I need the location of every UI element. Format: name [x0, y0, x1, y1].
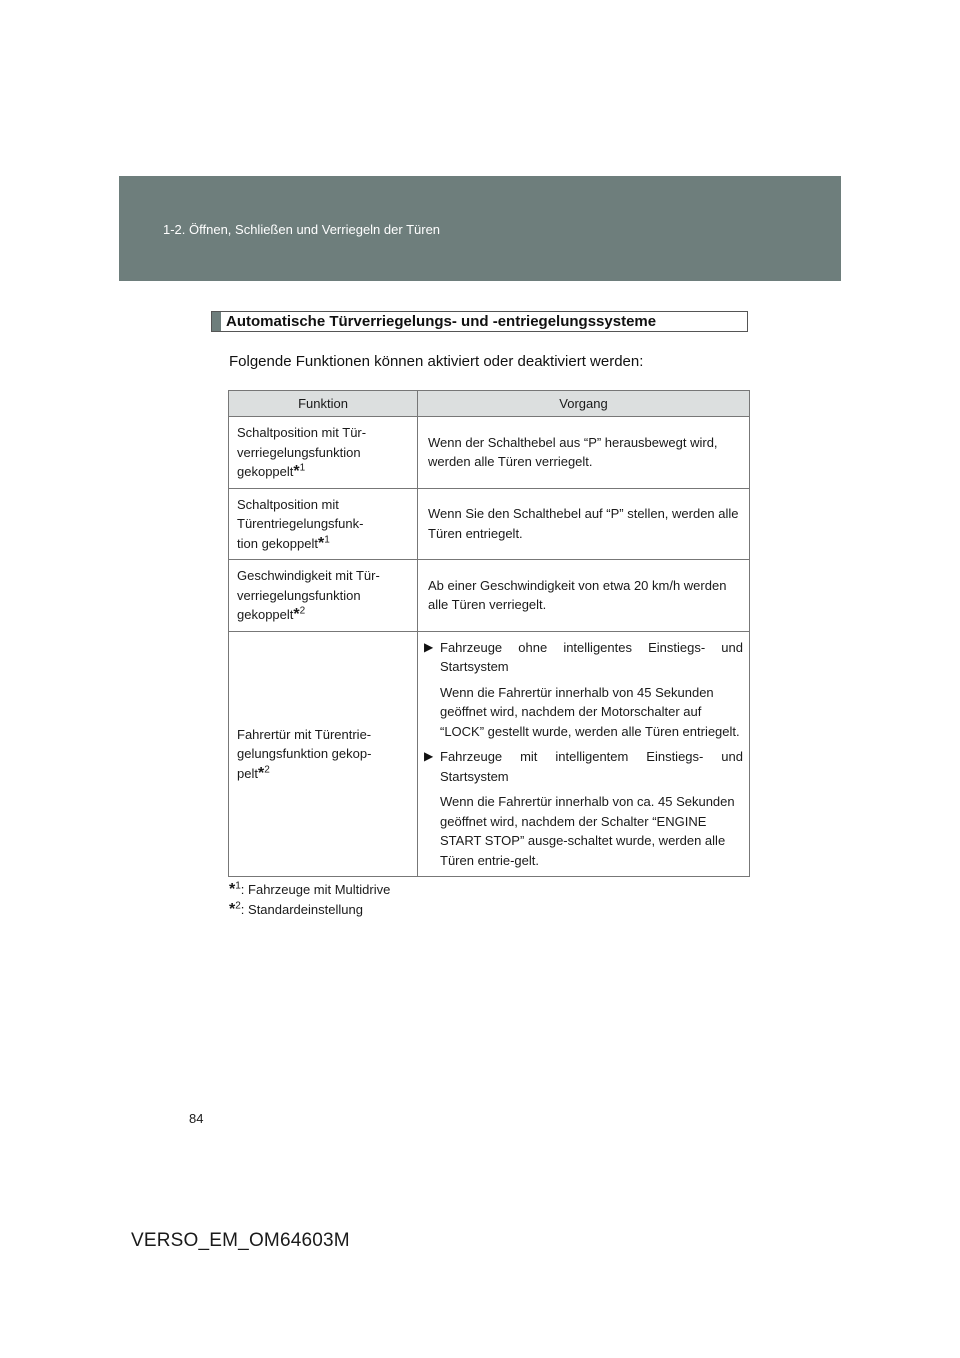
function-cell: Schaltposition mit Tür- verriegelungsfunktion gekoppelt*$^1$	[229, 417, 418, 489]
footnotes	[229, 880, 390, 920]
footnote-star: *	[229, 901, 236, 918]
variant-text: Wenn die Fahrertür innerhalb von 45 Sekunden geöffnet wird, nachdem der Motorschalter auf “LOCK” gestellt wurde, werden alle Türen entriegelt.	[440, 684, 740, 739]
function-cell: Fahrertür mit Türentrie- gelungsfunktion gekop- pelt*$^2$	[229, 631, 418, 877]
document-code: VERSO_EM_OM64603M	[131, 1230, 350, 1251]
footnote-star: *	[229, 881, 236, 898]
variant-text: Wenn die Fahrertür innerhalb von ca. 45 Sekunden geöffnet wird, nachdem der Schalter “ENGINE START STOP” ausge-schaltet wurde, werden alle Türen entrie-gelt.	[440, 794, 735, 868]
function-table	[228, 390, 750, 877]
footnote-star: *	[317, 534, 325, 552]
triangle-right-icon: ▶	[424, 639, 434, 654]
table-row	[229, 417, 750, 489]
variant-title: ▶ Fahrzeuge mit intelligentem Einstiegs- und Startsystem	[422, 747, 743, 786]
footnote-star: *	[293, 606, 300, 623]
triangle-right-icon: ▶	[424, 749, 434, 763]
action-cell: Ab einer Geschwindigkeit von etwa 20 km/h werden alle Türen verriegelt.	[418, 560, 750, 632]
page-number: 84	[189, 1111, 204, 1126]
action-cell: Wenn der Schalthebel aus “P” herausbewegt wird, werden alle Türen verriegelt.	[418, 417, 750, 489]
column-header-vorgang: Vorgang	[418, 391, 750, 417]
action-cell: Wenn Sie den Schalthebel auf “P” stellen, werden alle Türen entriegelt.	[418, 488, 750, 560]
chapter-title: 1-2. Öffnen, Schließen und Verriegeln der Türen	[163, 222, 441, 237]
footnote-ref: 1	[299, 462, 306, 474]
footnote-ref: 2	[299, 605, 306, 617]
footnote-star: *	[257, 764, 265, 782]
footnote: *$^1$: Fahrzeuge mit Multidrive	[229, 880, 391, 898]
variant-title: ▶ Fahrzeuge ohne intelligentes Einstiegs- und Startsystem	[422, 638, 743, 677]
footnote: *$^2$: Standardeinstellung	[229, 900, 363, 918]
footnote-star: *	[293, 463, 300, 480]
action-cell	[418, 631, 750, 877]
footnote-ref: 2	[264, 764, 270, 776]
table-row	[229, 488, 750, 560]
column-header-funktion: Funktion	[229, 391, 418, 417]
function-cell: Schaltposition mit Türentriegelungsfunk- tion gekoppelt*$^1$	[229, 488, 418, 560]
chapter-header	[119, 176, 841, 281]
section-heading-text: Automatische Türverriegelungs- und -entriegelungssysteme	[226, 313, 657, 330]
table-row	[229, 631, 750, 877]
intro-text: Folgende Funktionen können aktiviert oder deaktiviert werden:	[229, 353, 644, 370]
heading-marker	[212, 312, 221, 331]
section-heading	[211, 311, 748, 332]
function-cell: Geschwindigkeit mit Tür- verriegelungsfunktion gekoppelt*$^2$	[229, 560, 418, 632]
footnote-ref: 1	[324, 534, 330, 546]
table-header-row	[229, 391, 750, 417]
table-row	[229, 560, 750, 632]
